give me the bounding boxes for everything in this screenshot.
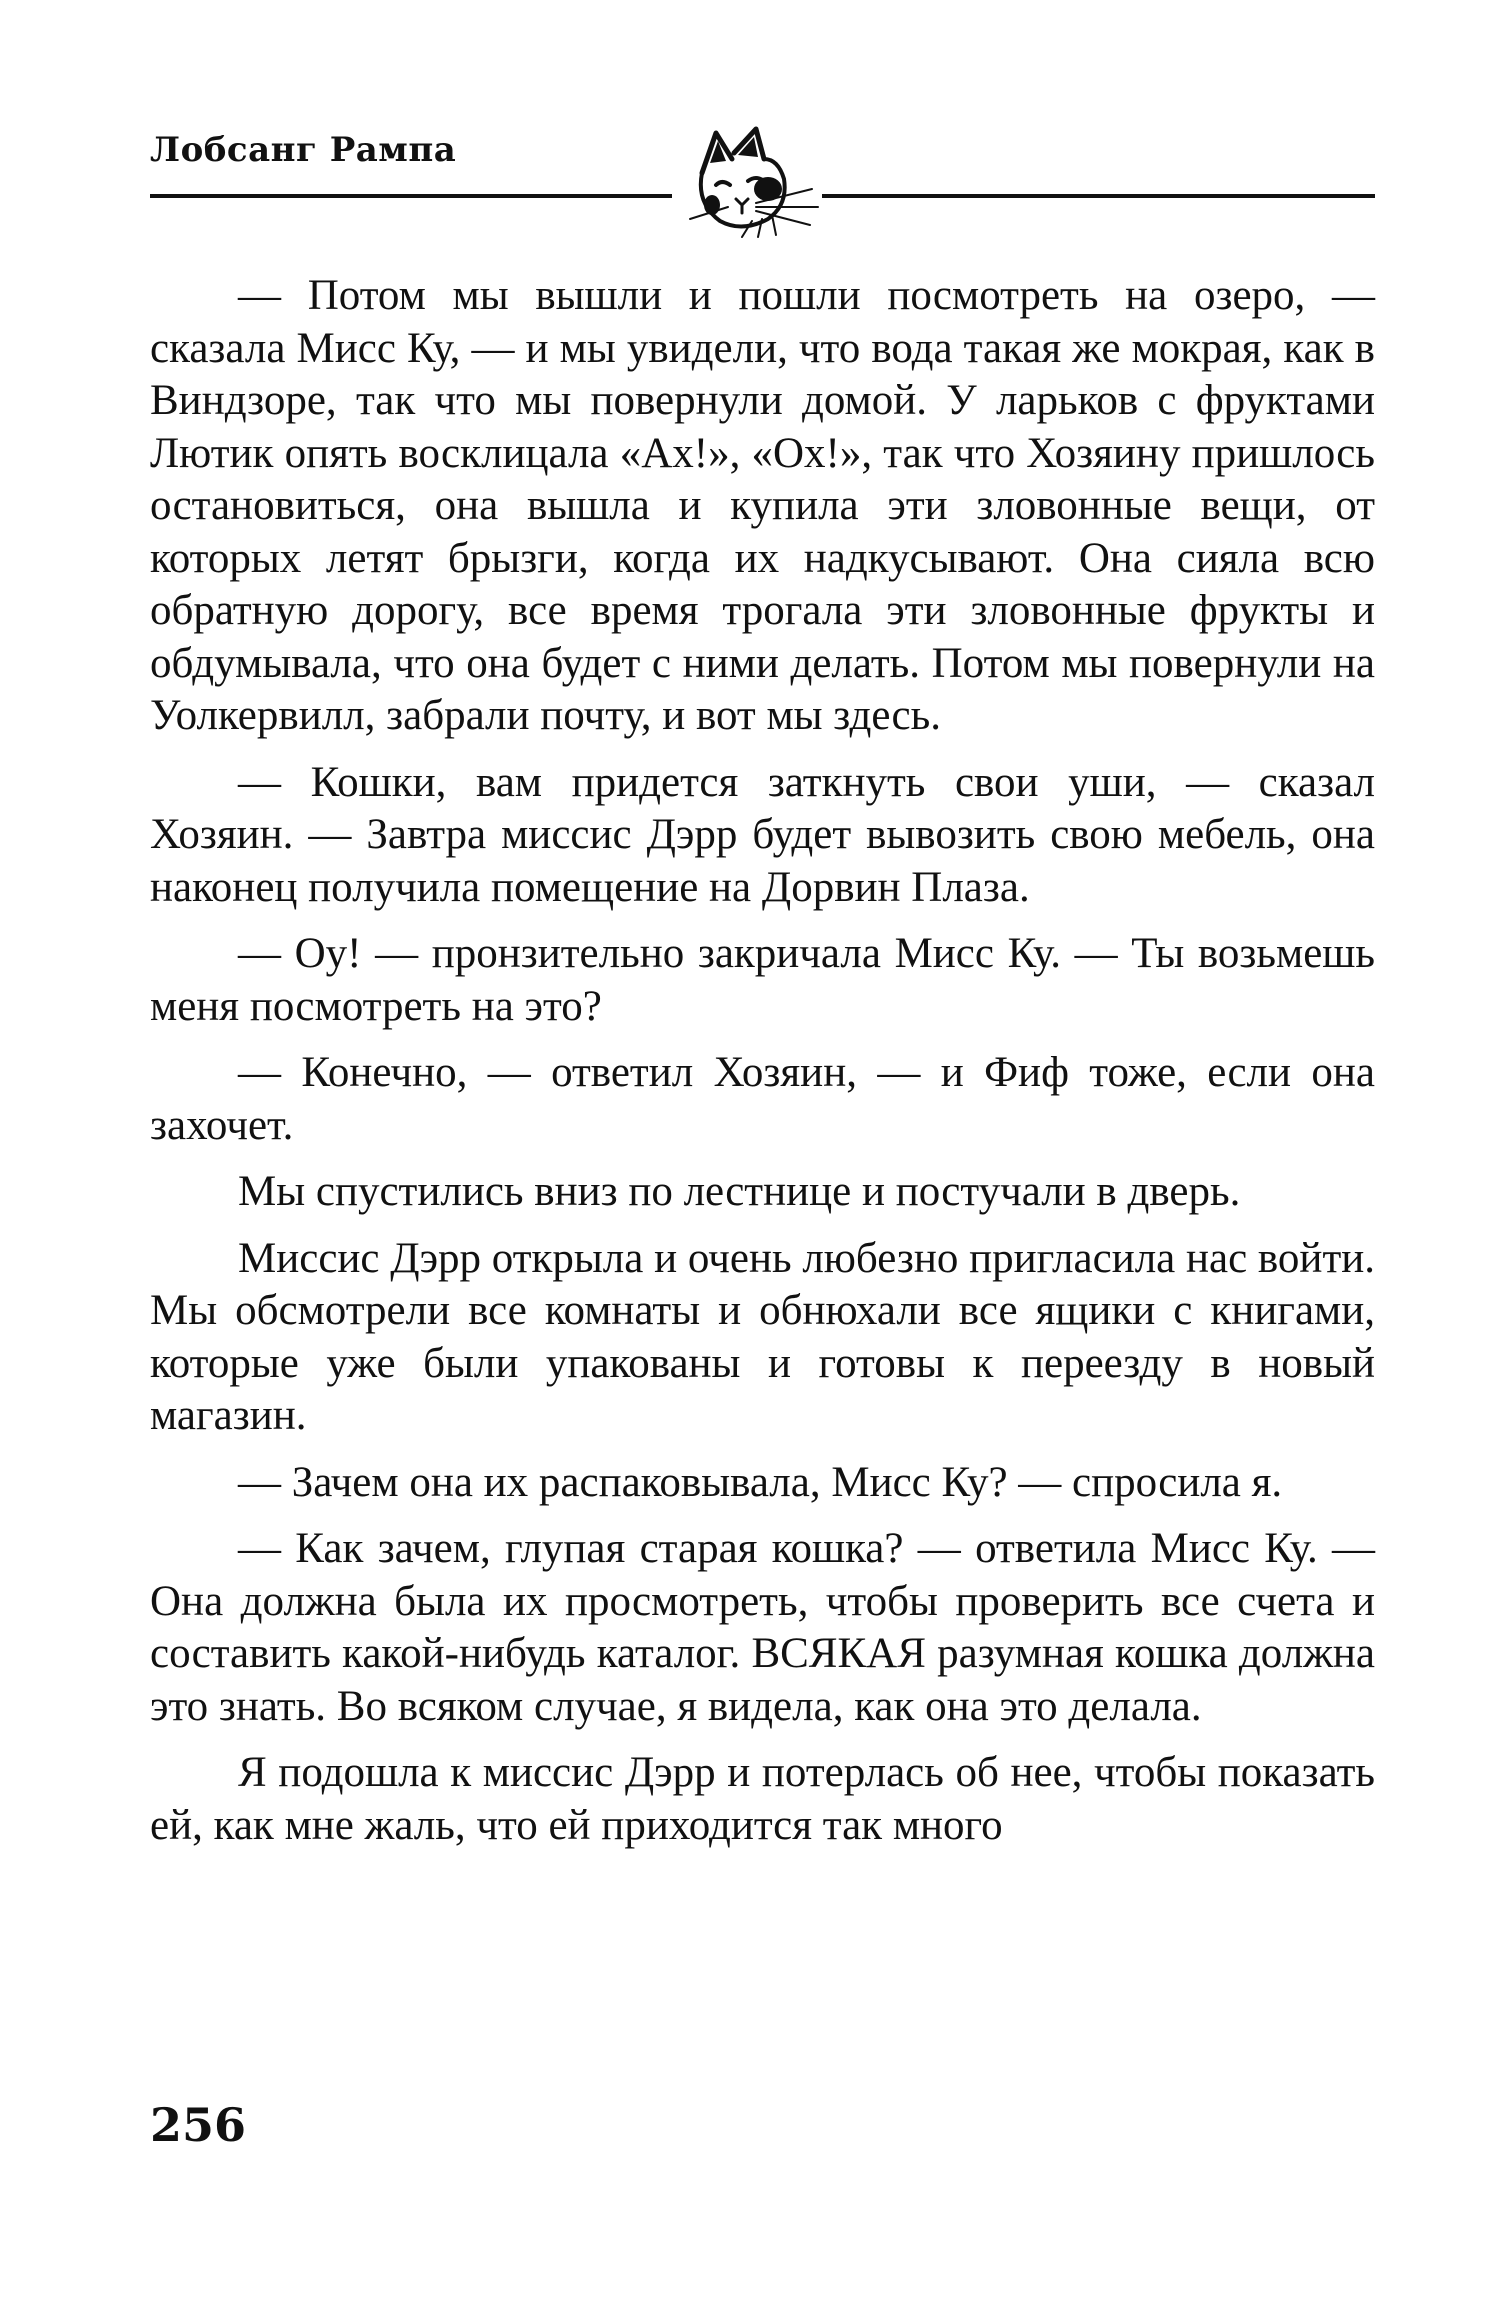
paragraph-5: Мы спустились вниз по лестнице и постучали в дверь. [238,1168,1241,1215]
cat-head-icon [672,123,824,238]
body-text [150,270,1375,1866]
paragraph-8: — Как зачем, глупая старая кошка? — ответила Мисс Ку. — Она должна была их просмотреть, чтобы проверить все счета и составить какой-нибудь каталог. ВСЯКАЯ разумная кошка должна это знать. Во всяком случае, я видела, как она это делала. [150,1525,1375,1730]
paragraph-7: — Зачем она их распаковывала, Мисс Ку? — спросила я. [238,1458,1283,1506]
header-rule-left [150,194,672,198]
paragraph-2: — Кошки, вам придется заткнуть свои уши, — сказал Хозяин. — Завтра миссис Дэрр будет вывозить свою мебель, она наконец получила помещение на Дорвин Плаза. [150,758,1375,911]
running-header-author: Лобсанг Рампа [150,130,457,170]
page-number: 256 [150,2098,247,2152]
running-header [150,128,1375,238]
paragraph-1: — Потом мы вышли и пошли посмотреть на озеро, — сказала Мисс Ку, — и мы увидели, что вода такая же мокрая, как в Виндзоре, так что мы повернули домой. У ларьков с фруктами Лютик опять восклицала «Ах!», «Ох!», так что Хозяину пришлось остановиться, она вышла и купила эти зловонные вещи, от которых летят брызги, когда их надкусывают. Она сияла всю обратную дорогу, все время трогала эти зловонные фрукты и обдумывала, что она будет с ними делать. Потом мы повернули на Уолкервилл, забрали почту, и вот мы здесь. [150,272,1375,739]
paragraph-3: — Оу! — пронзительно закричала Мисс Ку. — Ты возьмешь меня посмотреть на это? [150,930,1375,1030]
paragraph-4: — Конечно, — ответил Хозяин, — и Фиф тоже, если она захочет. [150,1049,1375,1149]
header-rule-right [822,194,1375,198]
paragraph-9: Я подошла к миссис Дэрр и потерлась об нее, чтобы показать ей, как мне жаль, что ей приходится так много [150,1749,1375,1849]
paragraph-6: Миссис Дэрр открыла и очень любезно пригласила нас войти. Мы обсмотрели все комнаты и обнюхали все ящики с книгами, которые уже были упакованы и готовы к переезду в новый магазин. [150,1234,1376,1439]
